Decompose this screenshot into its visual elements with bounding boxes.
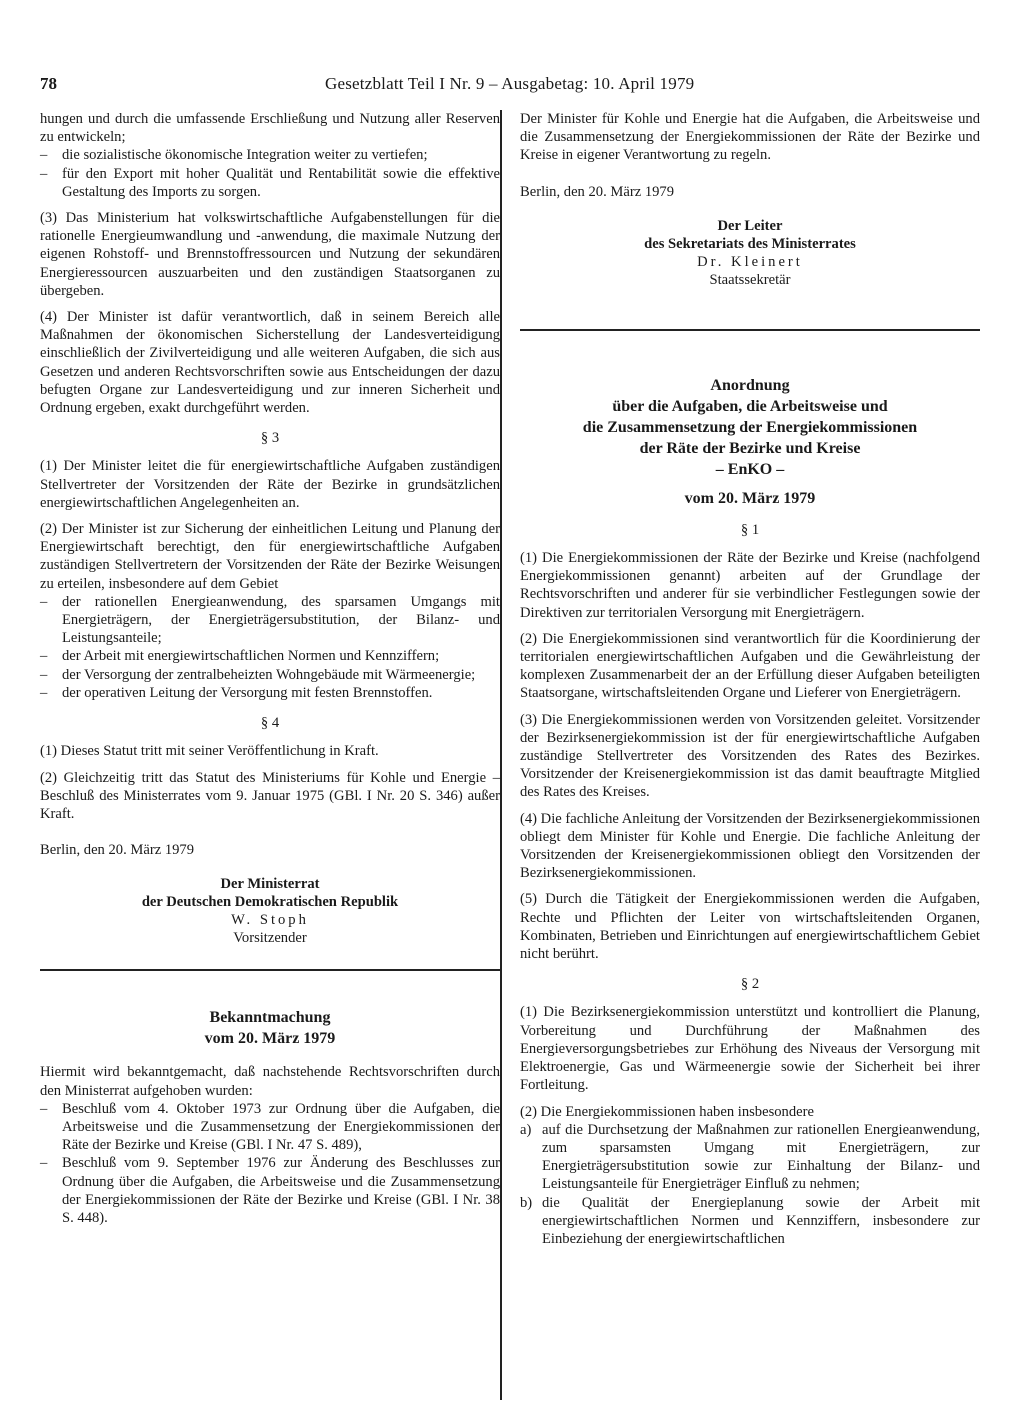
signature-block (520, 217, 980, 289)
list-item: – Beschluß vom 9. September 1976 zur Änderung des Beschlusses zur Ordnung über die Aufgaben, die Arbeitsweise und die Zusammensetzung der Energiekommissionen der Räte der Bezirke und Kreise (GBl. I Nr. 38 S. 448). (40, 1154, 500, 1227)
section-heading: § 2 (740, 976, 760, 993)
paragraph: (2) Die Energiekommissionen sind verantwortlich für die Koordinierung der territorialen energiewirtschaftlichen Aufgaben und die Gewährleistung der komplexen Zusammenarbeit der an der Erfüllung dieser Aufgaben beteiligten Staatsorgane, wirtschaftsleitenden Organe und Lieferer von Energieträgern. (520, 630, 980, 702)
paragraph: (1) Die Bezirksenergiekommission unterstützt und kontrolliert die Planung, Vorbereitung und Durchführung der Maßnahmen des Energieversorgungsbetriebes zur Erhöhung des Niveaus der Versorgung mit Elektroenergie, Gas und Wärmeenergie sowie der Sicherheit bei ihrer Fortleitung. (520, 1004, 980, 1094)
signature-block (40, 875, 500, 947)
paragraph: (5) Durch die Tätigkeit der Energiekommissionen werden die Aufgaben, Rechte und Pflichten der Leiter von wirtschaftsleitenden Organen, Kombinaten, Betrieben und Einrichtungen auf energiewirtschaftlichem Gebiet nicht berührt. (520, 891, 980, 963)
place-date: Berlin, den 20. März 1979 (40, 842, 195, 859)
section-rule (520, 329, 980, 331)
page-number: 78 (40, 74, 57, 93)
paragraph: (2) Die Energiekommissionen haben insbesondere (520, 1103, 814, 1120)
ordinance-title: Anordnung (710, 376, 790, 394)
column-divider (500, 110, 502, 1400)
list-item: – der Arbeit mit energiewirtschaftlichen Normen und Kennziffern; (40, 647, 500, 665)
right-column (520, 110, 980, 1248)
list-item (520, 1121, 980, 1194)
signature-name: W. Stoph (231, 912, 309, 929)
paragraph: (1) Die Energiekommissionen der Räte der Bezirke und Kreise (nachfolgend Energiekommissionen genannt) arbeiten auf der Grundlage der Rechtsvorschriften und anderer für sie verbindlicher Festlegungen sowie der Direktiven zur territorialen Versorgung mit Energieträgern. (520, 550, 980, 621)
signature-org: des Sekretariats des Ministerrates (644, 235, 856, 252)
list-item: – Beschluß vom 4. Oktober 1973 zur Ordnung über die Aufgaben, die Arbeitsweise und die Zusammensetzung der Energiekommissionen der Räte der Bezirke und Kreise (GBl. I Nr. 47 S. 489), (40, 1100, 500, 1155)
paragraph: (1) Der Minister leitet die für energiewirtschaftliche Aufgaben zuständigen Stellvertreter der Vorsitzenden der Räte der Bezirke in grundsätzlichen energiewirtschaftlichen Angelegenheiten an. (40, 458, 500, 511)
list-text: die Qualität der Energieplanung sowie der Arbeit mit energiewirtschaftlichen Normen und Kennziffern, insbesondere zur Einbeziehung der energiewirtschaftlichen (542, 1194, 980, 1247)
signature-name: Dr. Kleinert (697, 253, 803, 270)
signature-org: Der Leiter (717, 217, 783, 234)
ordinance-title: über die Aufgaben, die Arbeitsweise und (612, 397, 888, 415)
list-item: – der operativen Leitung der Versorgung mit festen Brennstoffen. (40, 684, 500, 702)
ordinance-title: die Zusammensetzung der Energiekommissionen (582, 418, 918, 436)
paragraph: (4) Die fachliche Anleitung der Vorsitzenden der Bezirksenergiekommissionen obliegt dem Minister für Kohle und Energie. Die fachliche Anleitung der Vorsitzenden der Kreisenergiekommissionen obliegt den Vorsitzenden der Bezirksenergiekommissionen. (520, 810, 980, 882)
paragraph: (3) Die Energiekommissionen werden von Vorsitzenden geleitet. Vorsitzender der Bezirksenergiekommission ist der für energiewirtschaftliche Aufgaben zuständige Stellvertreter des Vorsitzenden des Rates des Bezirkes. Vorsitzender der Kreisenergiekommission ist das damit beauftragte Mitglied des Rates des Kreises. (520, 711, 980, 801)
ordinance-abbrev: – EnKO – (715, 460, 785, 478)
left-column (40, 110, 500, 1227)
paragraph: (2) Gleichzeitig tritt das Statut des Ministeriums für Kohle und Energie – Beschluß des Ministerrates vom 9. Januar 1975 (GBl. I Nr. 20 S. 346) außer Kraft. (40, 769, 500, 822)
section-heading: § 3 (260, 430, 280, 447)
list-item (520, 1194, 980, 1249)
page-header (40, 70, 984, 98)
signature-org: der Deutschen Demokratischen Republik (141, 894, 399, 911)
place-date: Berlin, den 20. März 1979 (520, 183, 675, 200)
notice-date: vom 20. März 1979 (204, 1030, 336, 1048)
section-heading: § 4 (260, 715, 280, 732)
signature-role: Staatssekretär (709, 271, 791, 288)
paragraph: Der Minister für Kohle und Energie hat die Aufgaben, die Arbeitsweise und die Zusammensetzung der Energiekommissionen der Räte der Bezirke und Kreise in eigener Verantwortung zu regeln. (520, 111, 980, 164)
list-item: – der rationellen Energieanwendung, des sparsamen Umgangs mit Energieträgern, der Energieträgersubstitution, der Bilanz- und Leistungsanteile; (40, 593, 500, 648)
section-heading: § 1 (740, 521, 760, 538)
ordinance-date: vom 20. März 1979 (684, 489, 816, 507)
paragraph: (1) Dieses Statut tritt mit seiner Veröffentlichung in Kraft. (40, 743, 379, 760)
ordinance-title: der Räte der Bezirke und Kreise (639, 439, 861, 457)
list-label: a) (520, 1121, 532, 1138)
paragraph: Hiermit wird bekanntgemacht, daß nachstehende Rechtsvorschriften durch den Ministerrat aufgehoben wurden: (40, 1064, 500, 1099)
signature-role: Vorsitzender (233, 930, 307, 947)
notice-title: Bekanntmachung (209, 1009, 331, 1027)
list-text: auf die Durchsetzung der Maßnahmen zur rationellen Energieanwendung, zum sparsamsten Umgang mit Energieträgern, zur Energieträgersubstitution sowie zur Einhaltung der Bilanz- und Leistungsanteile für Energieträger Einfluß zu nehmen; (542, 1121, 980, 1193)
list-label: b) (520, 1194, 533, 1211)
list-item: – der Versorgung der zentralbeheizten Wohngebäude mit Wärmeenergie; (40, 666, 500, 684)
signature-org: Der Ministerrat (220, 876, 320, 893)
paragraph: (2) Der Minister ist zur Sicherung der einheitlichen Leitung und Planung der Energiewirtschaft berechtigt, den für energiewirtschaftliche Aufgaben zuständigen Stellvertretern der Vorsitzenden der Räte der Bezirke Weisungen zu erteilen, insbesondere auf dem Gebiet (40, 521, 500, 592)
section-rule (40, 969, 500, 971)
list-item: – die sozialistische ökonomische Integration weiter zu vertiefen; (40, 146, 500, 164)
list-item: – für den Export mit hoher Qualität und Rentabilität sowie die effektive Gestaltung des Imports zu sorgen. (40, 165, 500, 201)
paragraph: (3) Das Ministerium hat volkswirtschaftliche Aufgabenstellungen für die rationelle Energieumwandlung und -anwendung, die maximale Nutzung der eigenen Rohstoff- und Brennstoffressourcen und Nutzung der sekundären Energieressourcen auszuarbeiten und den zuständigen Staatsorganen zu übergeben. (40, 210, 500, 299)
paragraph: (4) Der Minister ist dafür verantwortlich, daß in seinem Bereich alle Maßnahmen der ökonomischen Sicherstellung der Landesverteidigung einschließlich der Zivilverteidigung und alle weiteren Aufgaben, die sich aus Gesetzen und anderen Rechtsvorschriften sowie aus Entscheidungen der dazu befugten Organe zur Landesverteidigung und zur inneren Sicherheit und Ordnung ergeben, exakt durchgeführt werden. (40, 309, 500, 417)
paragraph: hungen und durch die umfassende Erschließung und Nutzung aller Reserven zu entwickeln; (40, 111, 500, 146)
running-title: Gesetzblatt Teil I Nr. 9 – Ausgabetag: 10. April 1979 (325, 74, 695, 93)
